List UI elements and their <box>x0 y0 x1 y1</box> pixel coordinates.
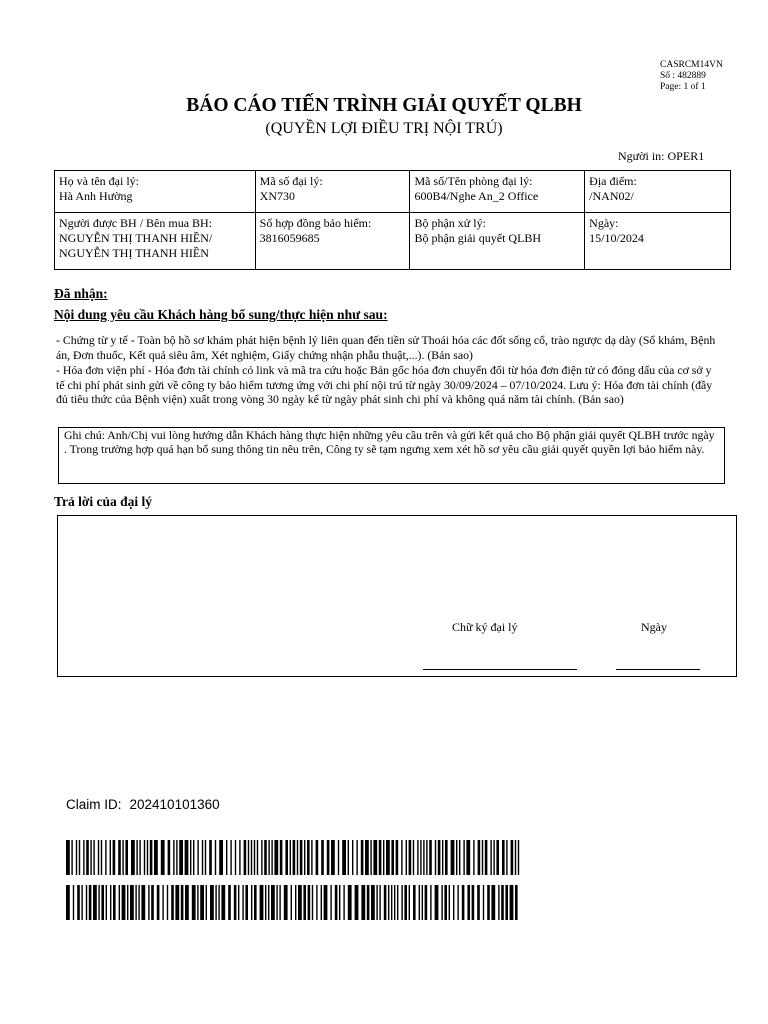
dept-value: Bộ phận giải quyết QLBH <box>414 231 542 245</box>
info-table <box>54 170 731 270</box>
policy-cell <box>255 213 410 270</box>
agent-name-label: Họ và tên đại lý: <box>59 174 139 188</box>
insured-name-2: NGUYỄN THỊ THANH HIỀN <box>59 246 209 260</box>
date-cell <box>585 213 731 270</box>
received-heading: Đã nhận: <box>54 286 108 301</box>
date-line <box>616 669 700 670</box>
dept-cell <box>410 213 585 270</box>
insured-cell <box>55 213 256 270</box>
claim-id-label: Claim ID: <box>66 797 122 812</box>
claim-id <box>66 797 220 812</box>
agent-code: XN730 <box>259 189 295 203</box>
insured-label: Người được BH / Bên mua BH: <box>59 216 213 230</box>
note-box: Ghi chú: Anh/Chị vui lòng hướng dẫn Khách hàng thực hiện những yêu cầu trên và gửi kết quả cho Bộ phận giải quyết QLBH trước ngày . Trong trường hợp quá hạn bổ sung thông tin nêu trên, Công ty sẽ tạm ngưng xem xét hồ sơ yêu cầu giải quyết quyền lợi bảo hiểm này. <box>58 427 725 484</box>
date-label: Ngày: <box>589 216 619 230</box>
printed-by: Người in: OPER1 <box>618 149 705 163</box>
form-code: CASRCM14VN <box>660 60 723 70</box>
date-value: 15/10/2024 <box>589 231 644 245</box>
page-subtitle: (QUYỀN LỢI ĐIỀU TRỊ NỘI TRÚ) <box>265 120 503 137</box>
agent-name-cell <box>55 171 256 213</box>
agent-code-cell <box>255 171 410 213</box>
request-item: - Chứng từ y tế - Toàn bộ hồ sơ khám phát hiện bệnh lý liên quan đến tiền sử Thoái hóa các đốt sống cổ, trào ngược dạ dày (Sổ khám, Bệnh án, Đơn thuốc, Kết quả siêu âm, Xét nghiệm, Giấy chứng nhận phẫu thuật,...). (Bản sao) <box>56 333 716 362</box>
document-number: Số : 482889 <box>660 71 706 81</box>
form-header-codes <box>660 60 723 93</box>
claim-id-value: 202410101360 <box>129 797 220 812</box>
signature-line <box>423 669 577 670</box>
location-cell <box>585 171 731 213</box>
agent-reply-box[interactable] <box>57 515 737 677</box>
agent-name: Hà Anh Hường <box>59 189 133 203</box>
policy-label: Số hợp đồng bảo hiểm: <box>259 216 372 230</box>
agent-reply-heading: Trả lời của đại lý <box>54 494 152 509</box>
office-cell <box>410 171 585 213</box>
page-title: BÁO CÁO TIẾN TRÌNH GIẢI QUYẾT QLBH <box>186 95 582 116</box>
policy-number: 3816059685 <box>259 231 320 245</box>
agent-code-label: Mã số đại lý: <box>259 174 323 188</box>
insured-name-1: NGUYỄN THỊ THANH HIỀN/ <box>59 231 213 245</box>
request-list <box>56 333 721 408</box>
location-value: /NAN02/ <box>589 189 634 203</box>
page-indicator: Page: 1 of 1 <box>660 82 706 92</box>
request-item: - Hóa đơn viện phí - Hóa đơn tài chính có link và mã tra cứu hoặc Bản gốc hóa đơn chuyển đổi từ hóa đơn điện tử có đóng dấu của cơ sở y tế chi phí phát sinh gửi về công ty bảo hiểm tương ứng với chi phí nội trú từ ngày 30/09/2024 – 07/10/2024. Lưu ý: Hóa đơn tài chính (đầy đủ tiêu thức của Bệnh viện) xuất trong vòng 30 ngày kể từ ngày phát sinh chi phí và không quá năm tài chính. (Bản sao) <box>56 363 713 406</box>
agent-signature-label: Chữ ký đại lý <box>452 620 518 634</box>
barcode-bottom <box>66 885 522 920</box>
request-heading: Nội dung yêu cầu Khách hàng bổ sung/thực hiện như sau: <box>54 307 388 322</box>
reply-date-label: Ngày <box>641 620 667 634</box>
office-label: Mã số/Tên phòng đại lý: <box>414 174 533 188</box>
dept-label: Bộ phận xử lý: <box>414 216 486 230</box>
location-label: Địa điểm: <box>589 174 637 188</box>
barcode-top <box>66 840 522 875</box>
office-value: 600B4/Nghe An_2 Office <box>414 189 539 203</box>
